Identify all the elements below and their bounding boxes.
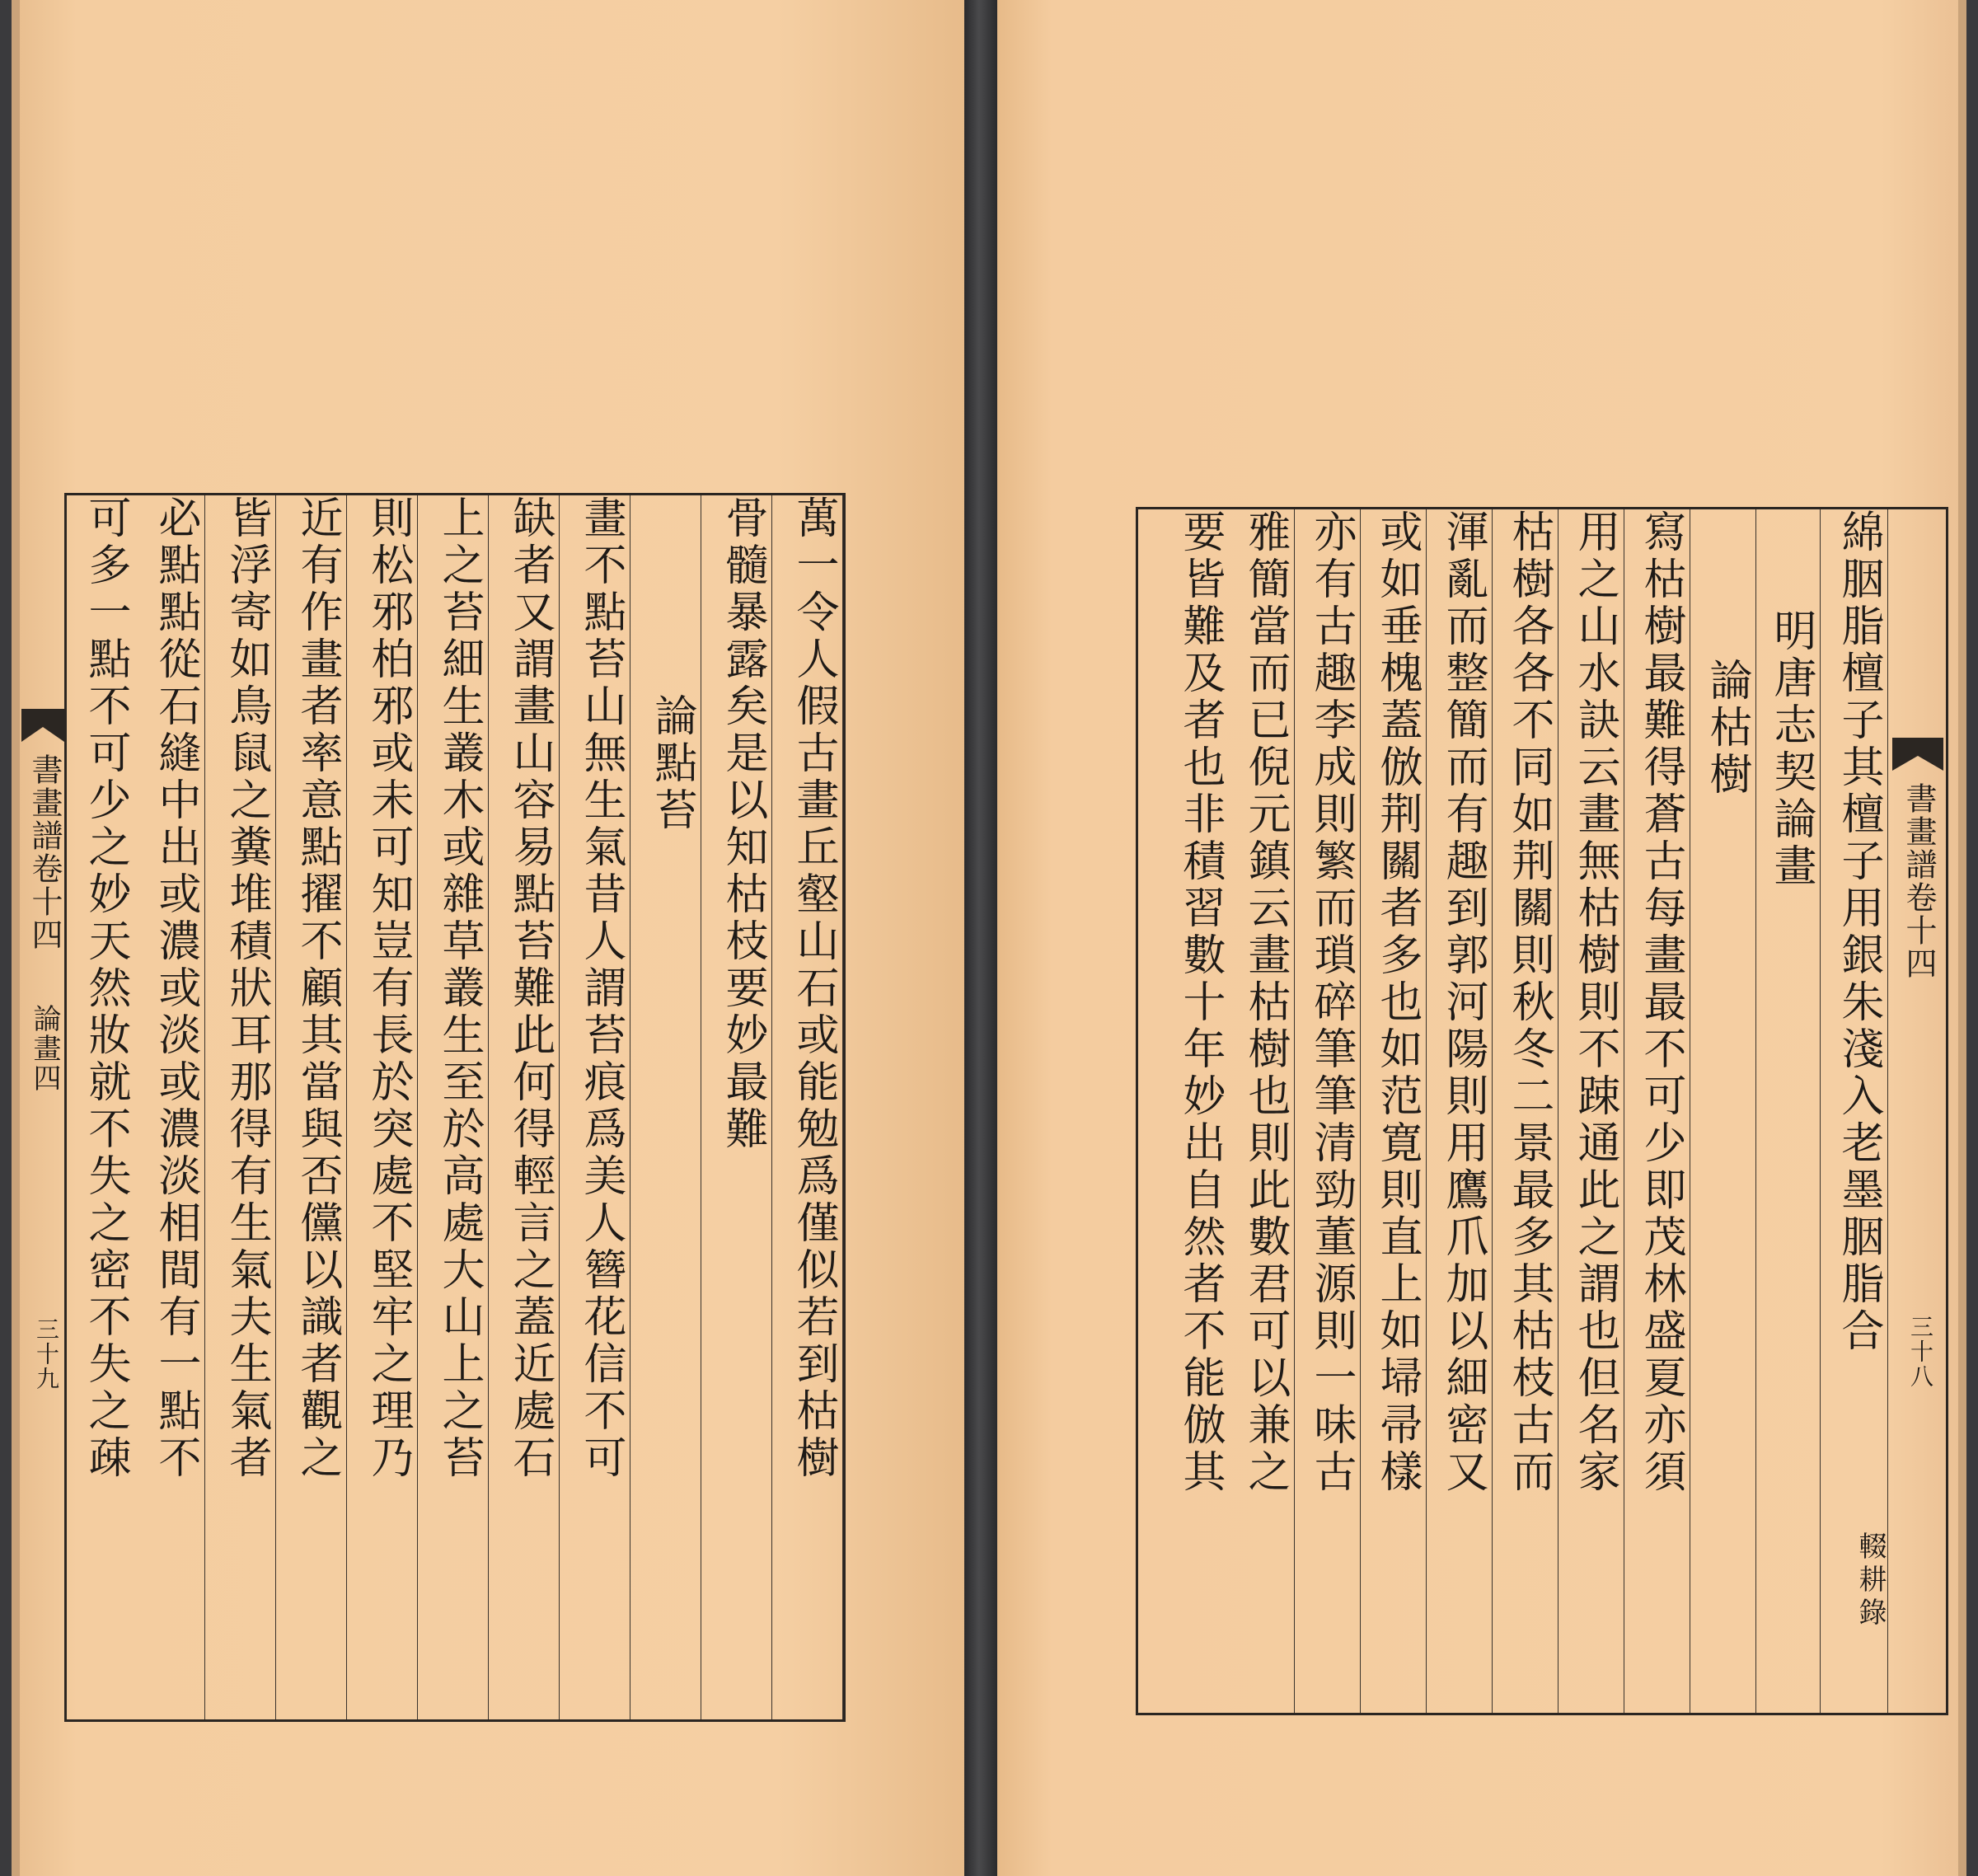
fish-tail-mark	[1892, 738, 1943, 771]
text-column: 要皆難及者也非積習數十年妙出自然者不能倣其	[1175, 509, 1225, 1496]
text-column: 亦有古趣李成則繁而瑣碎筆筆清勁董源則一味古	[1302, 509, 1361, 1713]
text-column: 寫枯樹最難得蒼古每畫最不可少即茂林盛夏亦須	[1632, 509, 1690, 1713]
text-column: 或如垂槐蓋倣荆關者多也如范寛則直上如埽帚樣	[1368, 509, 1427, 1713]
text-column: 用之山水訣云畫無枯樹則不踈通此之謂也但名家	[1566, 509, 1624, 1713]
text-column: 渾亂而整簡而有趣到郭河陽則用鷹爪加以細密又	[1434, 509, 1493, 1713]
book-gutter	[964, 0, 997, 1876]
author-heading-column: 明唐志契論畫	[1762, 509, 1821, 1713]
left-text-frame	[64, 493, 846, 1722]
text-column: 綿胭脂檀子其檀子用銀朱淺入老墨胭脂合	[1830, 509, 1888, 1713]
right-text-frame	[1136, 507, 1948, 1715]
source-note-column: 輟耕錄	[1854, 1531, 1887, 1630]
section-heading-column: 論枯樹	[1698, 509, 1756, 1713]
left-page-edge	[12, 0, 20, 1876]
text-column: 枯樹各各不同如荆關則秋冬二景最多其枯枝古而	[1500, 509, 1558, 1713]
text-column: 近有作畫者率意點擢不顧其當與否儻以識者觀之	[288, 495, 347, 1719]
right-margin-folio: 三十八	[1907, 1315, 1934, 1389]
left-banxin-margin	[21, 493, 65, 1717]
text-column: 則松邪柏邪或未可知豈有長於突處不堅牢之理乃	[359, 495, 418, 1719]
text-column: 皆浮寄如鳥鼠之糞堆積狀耳那得有生氣夫生氣者	[218, 495, 276, 1719]
fish-tail-mark	[21, 709, 64, 742]
left-margin-section: 論畫四	[28, 1004, 61, 1093]
text-column: 上之苔細生叢木或雜草叢生至於高處大山上之苔	[430, 495, 489, 1719]
text-column: 畫不點苔山無生氣昔人謂苔痕爲美人簪花信不可	[572, 495, 630, 1719]
text-column: 萬一令人假古畫丘壑山石或能勉爲僅似若到枯樹	[785, 495, 843, 1719]
text-column: 必點點從石縫中出或濃或淡或濃淡相間有一點不	[147, 495, 205, 1719]
text-column: 骨髓暴露矣是以知枯枝要妙最難	[714, 495, 772, 1719]
right-page-edge	[1958, 0, 1966, 1876]
text-column: 缺者又謂畫山容易點苔難此何得輕言之蓋近處石	[501, 495, 560, 1719]
left-margin-folio: 三十九	[33, 1317, 60, 1391]
text-column: 雅簡當而已倪元鎮云畫枯樹也則此數君可以兼之	[1236, 509, 1295, 1713]
text-column: 可多一點不可少之妙天然妝就不失之密不失之疎	[81, 495, 130, 1482]
left-margin-title: 書畫譜卷十四	[26, 753, 63, 951]
section-heading-column: 論點苔	[643, 495, 701, 1719]
right-margin-title: 書畫譜卷十四	[1901, 782, 1937, 980]
right-banxin-margin	[1892, 507, 1943, 1710]
